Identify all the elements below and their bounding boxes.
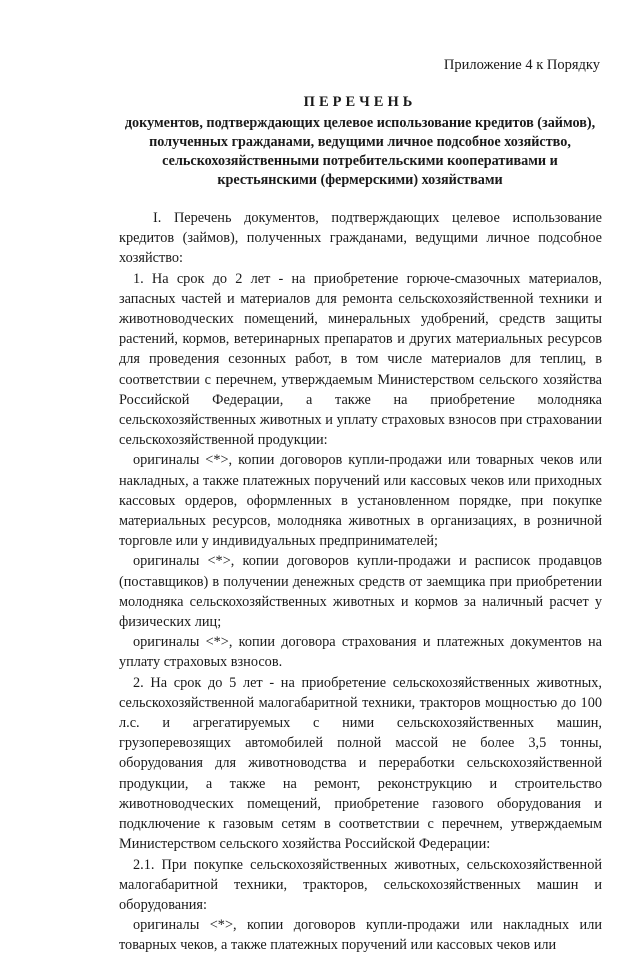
clause-paragraph: 2.1. При покупке сельскохозяйственных животных, сельскохозяйственной малогабаритной техники, тракторов, сельскохозяйственных машин и оборудования: [119,856,602,913]
document-body [119,208,602,956]
clause-paragraph: оригиналы <*>, копии договоров купли-продажи и расписок продавцов (поставщиков) в получении денежных средств от заемщика при приобретении молодняка сельскохозяйственных животных и кормов за наличный расчет у физических лиц; [119,553,602,631]
clause-paragraph: 1. На срок до 2 лет - на приобретение горюче-смазочных материалов, запасных частей и материалов для ремонта сельскохозяйственной техники и животноводческих помещений, минеральных удобрений, средств защиты растений, кормов, ветеринарных препаратов и других материальных ресурсов для проведения сезонных работ, в том числе материалов для теплиц, в соответствии с перечнем, утверждаемым Министерством сельского хозяйства Российской Федерации, а также на приобретение молодняка сельскохозяйственных животных и уплату страховых взносов при страховании сельскохозяйственной продукции: [119,270,602,449]
section-heading-paragraph: I. Перечень документов, подтверждающих целевое использование кредитов (займов), полученных гражданами, ведущими личное подсобное хозяйство: [119,210,602,267]
clause-paragraph: 2. На срок до 5 лет - на приобретение сельскохозяйственных животных, сельскохозяйственной малогабаритной техники, тракторов мощностью до 100 л.с. и агрегатируемых с ними сельскохозяйственных машин, грузоперевозящих автомобилей полной массой не более 3,5 тонны, оборудования для животноводства и переработки сельскохозяйственной продукции, а также на ремонт, реконструкцию и строительство животноводческих помещений, приобретение газового оборудования и подключение к газовым сетям в соответствии с перечнем, утверждаемым Министерством сельского хозяйства Российской Федерации: [119,674,602,853]
document-heading: ПЕРЕЧЕНЬ [303,94,417,110]
clause-paragraph: оригиналы <*>, копии договоров купли-продажи или товарных чеков или накладных, а также платежных поручений или кассовых чеков или приходных кассовых ордеров, оформленных в установленном порядке, при покупке материальных ресурсов, молодняка животных в организациях, в розничной торговле или у индивидуальных предпринимателей; [119,452,602,550]
title-block [100,92,620,190]
appendix-reference: Приложение 4 к Порядку [443,57,600,73]
subtitle-line: полученных гражданами, ведущими личное подсобное хозяйство, [149,134,571,150]
subtitle-line: сельскохозяйственными потребительскими кооперативами и [162,153,558,169]
subtitle-line: крестьянскими (фермерскими) хозяйствами [217,172,503,188]
clause-paragraph: оригиналы <*>, копии договора страхования и платежных документов на уплату страховых взносов. [119,634,602,671]
document-subtitle [100,114,620,190]
subtitle-line: документов, подтверждающих целевое использование кредитов (займов), [124,115,596,131]
clause-paragraph: оригиналы <*>, копии договоров купли-продажи или накладных или товарных чеков, а также платежных поручений или кассовых чеков или [119,917,602,954]
